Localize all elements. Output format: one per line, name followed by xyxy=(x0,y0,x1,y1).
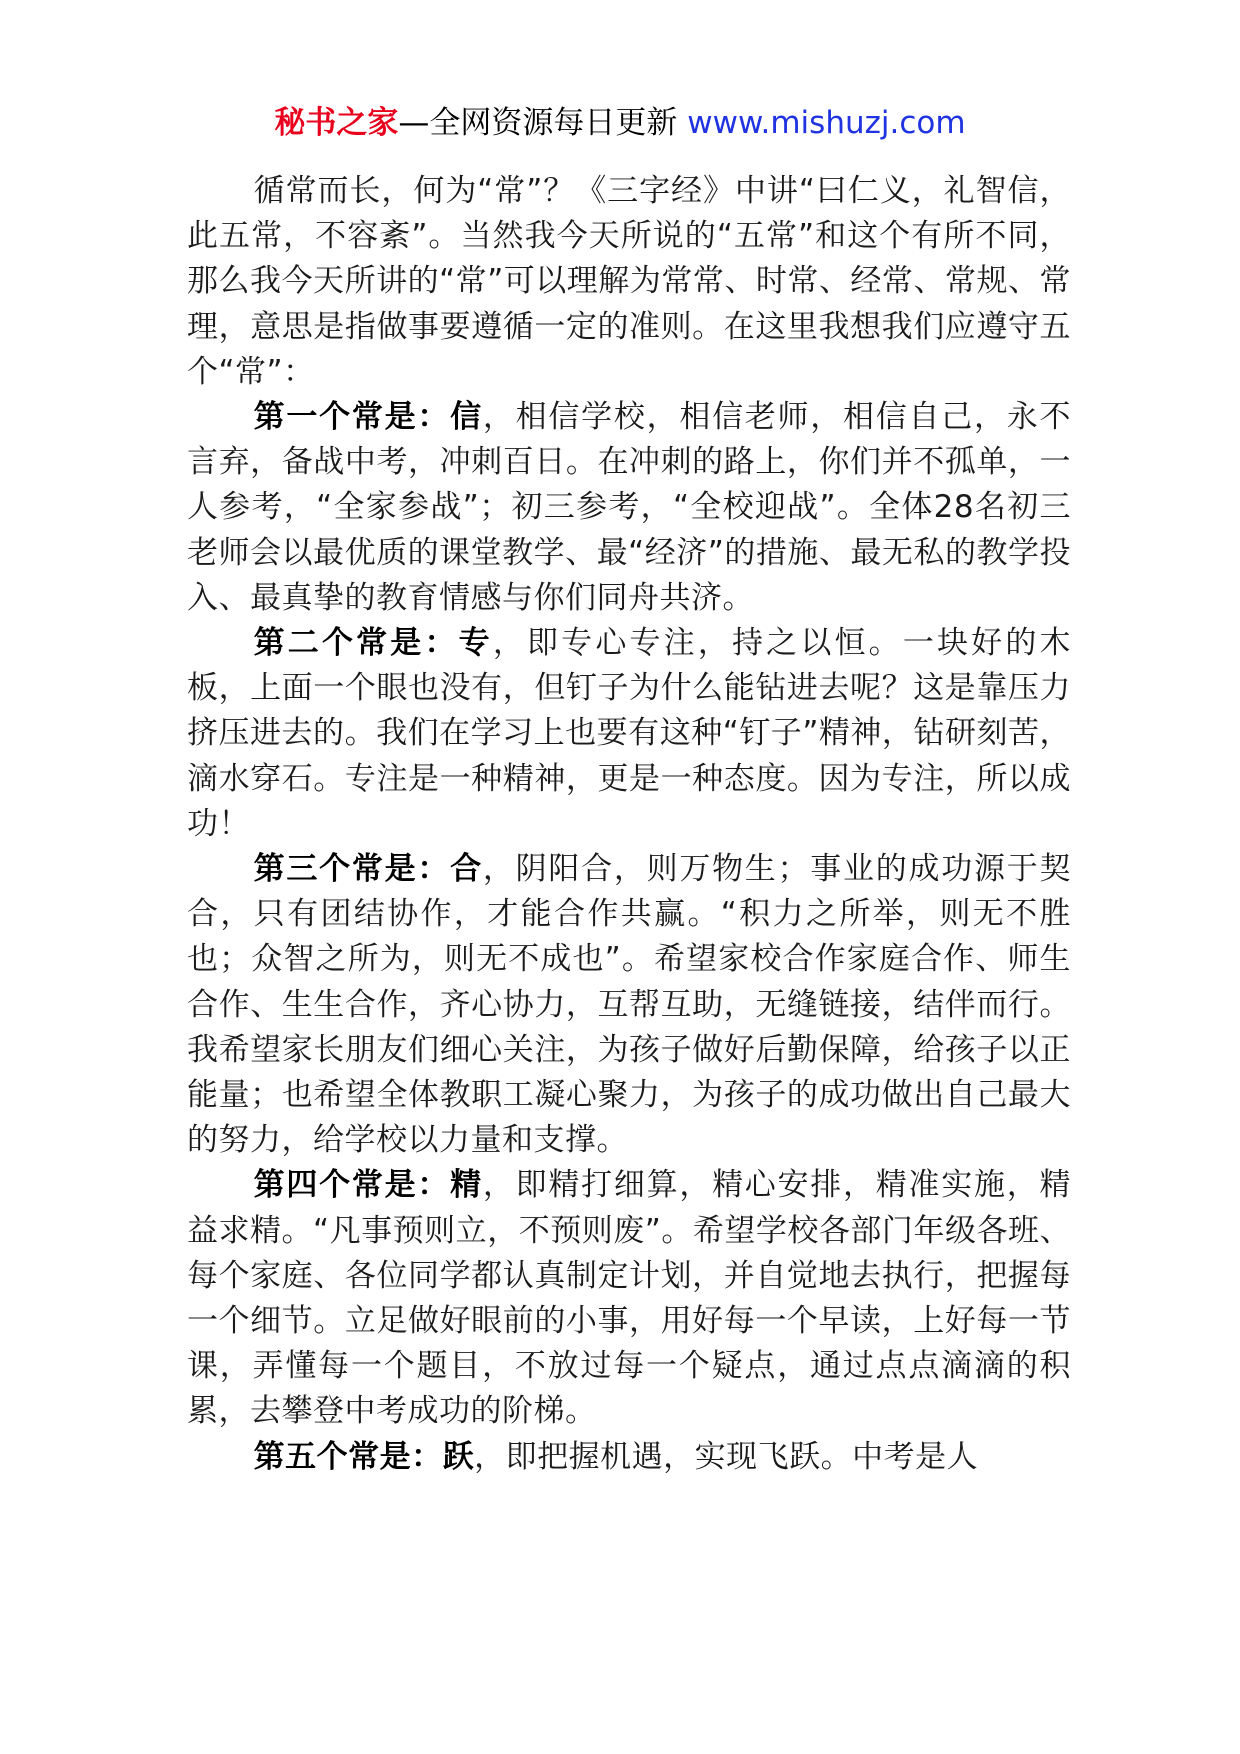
paragraph-zhuan xyxy=(187,621,1071,847)
paragraph-text: ，即专心专注，持之以恒。一块好的木板，上面一个眼也没有，但钉子为什么能钻进去呢？这是靠压力挤压进去的。我们在学习上也要有这种“钉子”精神，钻研刻苦，滴水穿石。专注是一种精神，更是一种态度。因为专注，所以成功！ xyxy=(187,625,1072,842)
website-link[interactable]: www.mishuzj.com xyxy=(687,105,966,141)
paragraph-heading: 第一个常是：信 xyxy=(253,399,483,436)
paragraph-text: ，即把握机遇，实现飞跃。中考是人 xyxy=(474,1438,979,1475)
page-header xyxy=(0,100,1240,146)
paragraph-heading: 第三个常是：合 xyxy=(253,851,483,888)
paragraph-heading: 第二个常是：专 xyxy=(253,625,493,662)
paragraph-text: ，相信学校，相信老师，相信自己，永不言弃，备战中考，冲刺百日。在冲刺的路上，你们并不孤单，一人参考，“全家参战”；初三参考，“全校迎战”。全体28名初三老师会以最优质的课堂教学、最“经济”的措施、最无私的教学投入、最真挚的教育情感与你们同舟共济。 xyxy=(187,399,1072,616)
paragraph-he xyxy=(187,847,1071,1163)
paragraph-text: 循常而长，何为“常”？《三字经》中讲“曰仁义，礼智信，此五常，不容紊”。当然我今天所说的“五常”和这个有所不同，那么我今天所讲的“常”可以理解为常常、时常、经常、常规、常理，意思是指做事要遵循一定的准则。在这里我想我们应遵守五个“常”： xyxy=(187,173,1071,390)
header-tagline: —全网资源每日更新 xyxy=(398,105,678,141)
paragraph-intro xyxy=(187,169,1071,395)
document-body xyxy=(187,169,1071,1480)
paragraph-xin xyxy=(187,395,1071,621)
paragraph-heading: 第四个常是：精 xyxy=(253,1167,483,1204)
brand-name: 秘书之家 xyxy=(274,105,399,141)
paragraph-text: ，即精打细算，精心安排，精准实施，精益求精。“凡事预则立，不预则废”。希望学校各部门年级各班、每个家庭、各位同学都认真制定计划，并自觉地去执行，把握每一个细节。立足做好眼前的小事，用好每一个早读，上好每一节课，弄懂每一个题目，不放过每一个疑点，通过点点滴滴的积累，去攀登中考成功的阶梯。 xyxy=(187,1167,1072,1430)
paragraph-text: ，阴阳合，则万物生；事业的成功源于契合，只有团结协作，才能合作共赢。“积力之所举，则无不胜也；众智之所为，则无不成也”。希望家校合作家庭合作、师生合作、生生合作，齐心协力，互帮互助，无缝链接，结伴而行。我希望家长朋友们细心关注，为孩子做好后勤保障，给孩子以正能量；也希望全体教职工凝心聚力，为孩子的成功做出自己最大的努力，给学校以力量和支撑。 xyxy=(187,851,1072,1159)
paragraph-yue xyxy=(187,1435,1071,1480)
paragraph-heading: 第五个常是：跃 xyxy=(253,1438,475,1475)
paragraph-jing xyxy=(187,1163,1071,1434)
